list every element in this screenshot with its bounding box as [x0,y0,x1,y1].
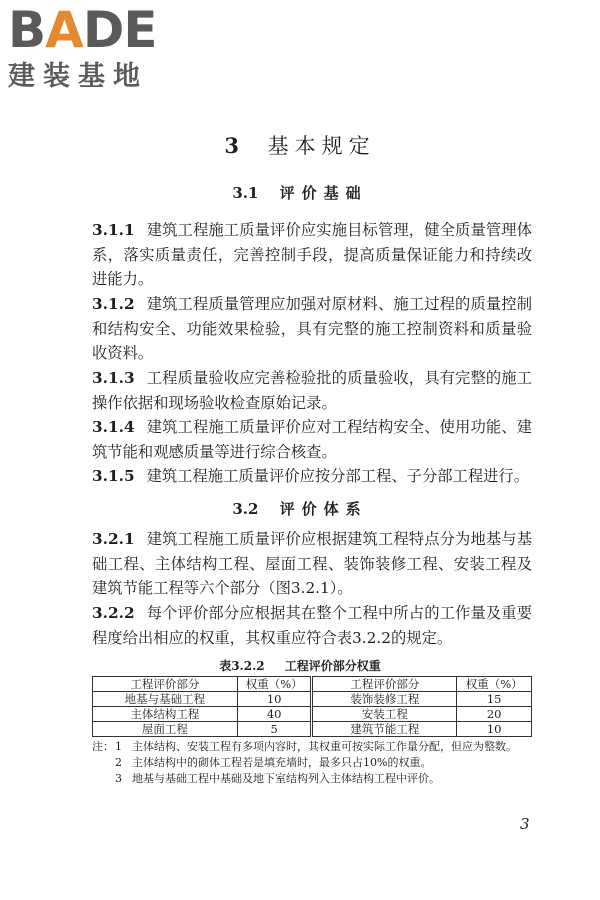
section-heading-3-2 [0,498,600,519]
note-prefix: 注： [92,740,114,753]
table-caption-number: 表3.2.2 [219,659,265,673]
note-item [92,739,544,755]
clause-3-1-5 [92,464,532,489]
table-header-row [93,677,532,692]
table-cell: 装饰装修工程 [312,692,457,707]
clause-text: 每个评价部分应根据其在整个工程中所占的工作量及重要程度给出相应的权重，其权重应符合表3.2.2的规定。 [92,604,532,647]
note-text: 地基与基础工程中基础及地下室结构列入主体结构工程中评价。 [132,772,440,785]
table-row [93,722,532,737]
clause-text: 建筑工程施工质量评价应实施目标管理，健全质量管理体系，落实质量责任，完善控制手段，提高质量保证能力和持续改进能力。 [92,221,532,288]
note-item [92,771,544,787]
clause-number: 3.1.1 [92,221,135,239]
table-header-cell: 权重（%） [237,677,312,692]
table-cell: 屋面工程 [93,722,238,737]
logo-letter-d: D [82,1,124,59]
table-header-cell: 权重（%） [457,677,532,692]
note-text: 主体结构中的砌体工程若是填充墙时，最多只占10%的权重。 [132,756,432,769]
clause-number: 3.1.2 [92,295,135,313]
clause-3-1-2 [92,292,532,366]
logo-letter-b: B [8,1,46,59]
clause-3-1-3 [92,366,532,415]
clause-number: 3.1.4 [92,418,135,436]
clause-text: 建筑工程施工质量评价应按分部工程、子分部工程进行。 [146,467,530,485]
table-cell: 建筑节能工程 [312,722,457,737]
page-number: 3 [520,815,530,833]
note-number: 2 [115,756,122,769]
clause-text: 工程质量验收应完善检验批的质量验收，具有完整的施工操作依据和现场验收检查原始记录。 [92,369,532,412]
clause-text: 建筑工程施工质量评价应根据建筑工程特点分为地基与基础工程、主体结构工程、屋面工程、装饰装修工程、安装工程及建筑节能工程等六个部分（图3.2.1）。 [92,530,532,597]
note-text: 主体结构、安装工程有多项内容时，其权重可按实际工作量分配，但应为整数。 [132,740,517,753]
table-row [93,707,532,722]
section-number: 3.1 [232,184,259,202]
clause-text: 建筑工程施工质量评价应对工程结构安全、使用功能、建筑节能和观感质量等进行综合核查。 [92,418,532,461]
chapter-heading [0,130,600,160]
chapter-number: 3 [224,133,245,158]
clause-number: 3.2.2 [92,604,135,622]
clause-3-2-1 [92,527,532,601]
weight-table [92,676,532,737]
section-heading-3-1 [0,182,600,203]
clause-3-2-2 [92,601,532,650]
bade-logo [8,1,178,96]
table-cell: 10 [237,692,312,707]
table-row [93,692,532,707]
table-caption-title: 工程评价部分权重 [284,659,381,673]
table-cell: 安装工程 [312,707,457,722]
table-cell: 20 [457,707,532,722]
table-header-cell: 工程评价部分 [93,677,238,692]
logo-subtitle: 建装基地 [8,61,148,92]
chapter-title: 基本规定 [267,134,376,158]
table-caption [0,657,600,674]
logo-wordmark [8,1,178,59]
clause-number: 3.1.5 [92,467,135,485]
table-cell: 10 [457,722,532,737]
table-cell: 5 [237,722,312,737]
note-number: 3 [115,772,122,785]
logo-letter-a: A [45,1,83,59]
clause-number: 3.2.1 [92,530,135,548]
clause-3-1-4 [92,415,532,464]
table-header-cell: 工程评价部分 [312,677,457,692]
table-cell: 15 [457,692,532,707]
table-notes [92,739,544,787]
section-title: 评价基础 [279,184,368,202]
table-cell: 主体结构工程 [93,707,238,722]
section-title: 评价体系 [279,500,368,518]
clause-number: 3.1.3 [92,369,135,387]
section-number: 3.2 [232,500,259,518]
clause-3-1-1 [92,218,532,292]
table-cell: 40 [237,707,312,722]
note-item [92,755,544,771]
note-number: 1 [115,740,122,753]
logo-letter-e: E [123,1,157,59]
clause-text: 建筑工程质量管理应加强对原材料、施工过程的质量控制和结构安全、功能效果检验，具有完整的施工控制资料和质量验收资料。 [92,295,532,362]
table-cell: 地基与基础工程 [93,692,238,707]
